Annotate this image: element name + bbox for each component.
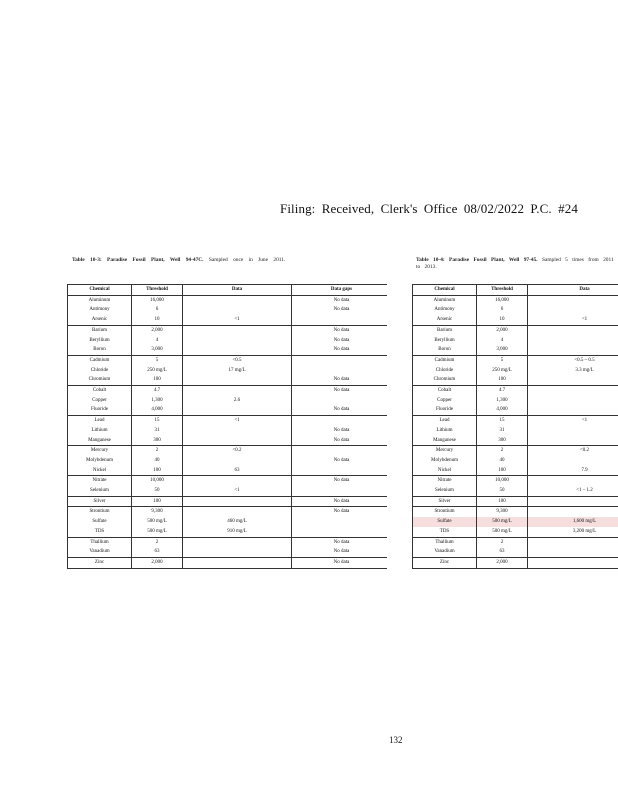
cell-chemical: Selenium (68, 486, 132, 496)
cell-data (183, 295, 292, 305)
header-chemical: Chemical (413, 285, 477, 296)
cell-data-gaps: No data (292, 345, 388, 355)
table-row (68, 537, 388, 547)
table-row (413, 366, 618, 376)
cell-threshold: 31 (132, 426, 183, 436)
cell-data: 910 mg/L (183, 527, 292, 537)
table-row (413, 426, 618, 436)
cell-data (183, 476, 292, 486)
cell-chemical: Silver (413, 496, 477, 507)
cell-threshold: 3,000 (477, 345, 528, 355)
cell-chemical: Nickel (413, 466, 477, 476)
table-row (68, 547, 388, 557)
cell-chemical: Cadmium (68, 355, 132, 365)
cell-data (183, 547, 292, 557)
cell-threshold: 4 (477, 336, 528, 346)
table-row (413, 345, 618, 355)
cell-threshold: 4,000 (477, 405, 528, 415)
cell-chemical: TDS (413, 527, 477, 537)
cell-chemical: Lead (413, 416, 477, 426)
cell-data: 63 (183, 466, 292, 476)
cell-chemical: Mercury (413, 446, 477, 456)
cell-data (528, 507, 618, 517)
cell-data-gaps: No data (292, 375, 388, 385)
cell-threshold: 100 (477, 375, 528, 385)
table-row (68, 405, 388, 415)
table-row (413, 476, 618, 486)
table-row (413, 386, 618, 396)
cell-threshold: 500 mg/L (132, 517, 183, 527)
cell-data: <1 (528, 315, 618, 325)
cell-chemical: Thallium (413, 537, 477, 547)
table-row (68, 456, 388, 466)
cell-data (528, 375, 618, 385)
cell-threshold: 63 (132, 547, 183, 557)
cell-data: 1,600 mg/L (528, 517, 618, 527)
cell-chemical: Antimony (413, 305, 477, 315)
table-row (68, 507, 388, 517)
cell-chemical: Chromium (68, 375, 132, 385)
table-row (68, 315, 388, 325)
table-row (68, 386, 388, 396)
table-row (68, 466, 388, 476)
cell-data (183, 557, 292, 568)
cell-data-gaps (292, 527, 388, 537)
cell-threshold: 250 mg/L (477, 366, 528, 376)
cell-threshold: 2 (477, 446, 528, 456)
cell-chemical: Lithium (68, 426, 132, 436)
cell-data-gaps: No data (292, 456, 388, 466)
cell-data (183, 336, 292, 346)
header-data: Data (183, 285, 292, 296)
cell-threshold: 100 (132, 466, 183, 476)
table-row (68, 355, 388, 365)
cell-data (528, 537, 618, 547)
cell-data-gaps: No data (292, 305, 388, 315)
table-row (413, 456, 618, 466)
cell-chemical: Chromium (413, 375, 477, 385)
cell-data: <1 (183, 486, 292, 496)
cell-threshold: 100 (477, 466, 528, 476)
cell-data-gaps (292, 517, 388, 527)
cell-data (528, 557, 618, 568)
cell-threshold: 2,000 (477, 325, 528, 335)
table-row (413, 305, 618, 315)
cell-chemical: Thallium (68, 537, 132, 547)
cell-chemical: Nickel (68, 466, 132, 476)
table-row (68, 496, 388, 507)
cell-data (183, 305, 292, 315)
cell-threshold: 100 (477, 496, 528, 507)
cell-data-gaps: No data (292, 295, 388, 305)
cell-data-gaps (292, 315, 388, 325)
cell-data-gaps: No data (292, 476, 388, 486)
cell-chemical: Copper (68, 396, 132, 406)
cell-threshold: 1,300 (132, 396, 183, 406)
cell-threshold: 300 (132, 436, 183, 446)
cell-data (183, 507, 292, 517)
table-row (68, 416, 388, 426)
cell-threshold: 500 mg/L (132, 527, 183, 537)
table-row (68, 446, 388, 456)
left-table-body (68, 295, 388, 568)
table-row (413, 466, 618, 476)
cell-threshold: 500 mg/L (477, 517, 528, 527)
cell-data (528, 547, 618, 557)
cell-data-gaps (292, 366, 388, 376)
table-row (413, 416, 618, 426)
cell-data (183, 456, 292, 466)
cell-data (183, 426, 292, 436)
cell-threshold: 10,000 (132, 476, 183, 486)
cell-data (528, 305, 618, 315)
cell-chemical: Boron (68, 345, 132, 355)
cell-data: <1 – 1.2 (528, 486, 618, 496)
table-row (413, 295, 618, 305)
cell-chemical: Beryllium (413, 336, 477, 346)
cell-threshold: 16,000 (132, 295, 183, 305)
cell-data: <0.5 (183, 355, 292, 365)
table-row (413, 396, 618, 406)
cell-data-gaps: No data (292, 405, 388, 415)
cell-threshold: 4 (132, 336, 183, 346)
cell-data-gaps (292, 396, 388, 406)
left-table-caption (72, 257, 392, 264)
right-table-header-row (413, 285, 618, 296)
cell-data: 17 mg/L (183, 366, 292, 376)
left-table-caption-title: Table 10-3: Paradise Fossil Plant, Well 94-47C. (72, 257, 204, 263)
table-row (68, 486, 388, 496)
cell-data: 3,200 mg/L (528, 527, 618, 537)
table-row (413, 547, 618, 557)
cell-chemical: Arsenic (68, 315, 132, 325)
cell-chemical: Molybdenum (68, 456, 132, 466)
table-row (68, 305, 388, 315)
cell-chemical: Lithium (413, 426, 477, 436)
table-row (413, 375, 618, 385)
cell-chemical: Boron (413, 345, 477, 355)
cell-data-gaps: No data (292, 386, 388, 396)
cell-threshold: 15 (132, 416, 183, 426)
cell-data (528, 426, 618, 436)
cell-chemical: Sulfate (68, 517, 132, 527)
cell-data: 3.3 mg/L (528, 366, 618, 376)
table-row (413, 325, 618, 335)
cell-data-gaps (292, 486, 388, 496)
cell-data: <0.2 (528, 446, 618, 456)
cell-chemical: Copper (413, 396, 477, 406)
cell-threshold: 2,000 (477, 557, 528, 568)
cell-chemical: Sulfate (413, 517, 477, 527)
cell-threshold: 100 (132, 375, 183, 385)
cell-chemical: Strontium (413, 507, 477, 517)
cell-data-gaps: No data (292, 537, 388, 547)
cell-threshold: 6 (477, 305, 528, 315)
cell-threshold: 9,300 (477, 507, 528, 517)
cell-data-gaps (292, 446, 388, 456)
cell-chemical: Antimony (68, 305, 132, 315)
cell-data-gaps: No data (292, 336, 388, 346)
table-row (68, 476, 388, 486)
table-row (68, 336, 388, 346)
cell-threshold: 2,000 (132, 557, 183, 568)
cell-threshold: 5 (477, 355, 528, 365)
table-row (413, 557, 618, 568)
cell-threshold: 10 (132, 315, 183, 325)
cell-chemical: TDS (68, 527, 132, 537)
cell-data: <0.5 – 0.5 (528, 355, 618, 365)
cell-chemical: Zinc (413, 557, 477, 568)
cell-data (528, 456, 618, 466)
header-threshold: Threshold (132, 285, 183, 296)
cell-chemical: Fluoride (413, 405, 477, 415)
left-table-caption-desc: Sampled once in June 2011. (203, 257, 286, 263)
cell-threshold: 31 (477, 426, 528, 436)
cell-data (183, 405, 292, 415)
cell-data (183, 537, 292, 547)
cell-chemical: Vanadium (413, 547, 477, 557)
cell-threshold: 100 (132, 496, 183, 507)
cell-data: <0.2 (183, 446, 292, 456)
cell-data (183, 386, 292, 396)
cell-chemical: Nitrate (68, 476, 132, 486)
cell-threshold: 9,300 (132, 507, 183, 517)
table-row (68, 527, 388, 537)
table-row (68, 557, 388, 568)
page-number: 132 (389, 735, 403, 745)
cell-threshold: 63 (477, 547, 528, 557)
table-row (413, 355, 618, 365)
cell-data: <1 (183, 315, 292, 325)
cell-chemical: Strontium (68, 507, 132, 517)
cell-data-gaps: No data (292, 557, 388, 568)
cell-chemical: Fluoride (68, 405, 132, 415)
cell-chemical: Chloride (413, 366, 477, 376)
cell-chemical: Barium (413, 325, 477, 335)
cell-data (183, 496, 292, 507)
cell-threshold: 500 mg/L (477, 527, 528, 537)
cell-chemical: Vanadium (68, 547, 132, 557)
cell-data (528, 476, 618, 486)
table-row (413, 496, 618, 507)
cell-chemical: Beryllium (68, 336, 132, 346)
header-data: Data (528, 285, 618, 296)
left-table-container (67, 284, 387, 569)
cell-threshold: 2,000 (132, 325, 183, 335)
cell-threshold: 40 (132, 456, 183, 466)
cell-threshold: 1,300 (477, 396, 528, 406)
cell-data-gaps: No data (292, 507, 388, 517)
right-table-container (412, 284, 618, 569)
cell-threshold: 50 (132, 486, 183, 496)
cell-data: <1 (528, 416, 618, 426)
right-table-caption-title: Table 10-4: Paradise Fossil Plant, Well 97-45. (416, 257, 538, 263)
left-table-header-row (68, 285, 388, 296)
cell-chemical: Manganese (68, 436, 132, 446)
cell-threshold: 10,000 (477, 476, 528, 486)
table-row (68, 345, 388, 355)
cell-chemical: Arsenic (413, 315, 477, 325)
cell-chemical: Molybdenum (413, 456, 477, 466)
cell-data-gaps (292, 355, 388, 365)
cell-threshold: 50 (477, 486, 528, 496)
cell-threshold: 16,000 (477, 295, 528, 305)
cell-data (183, 345, 292, 355)
table-row (413, 315, 618, 325)
cell-data (528, 345, 618, 355)
cell-data (183, 375, 292, 385)
header-threshold: Threshold (477, 285, 528, 296)
cell-data-gaps: No data (292, 426, 388, 436)
table-row (68, 517, 388, 527)
table-row (413, 486, 618, 496)
cell-threshold: 2 (132, 537, 183, 547)
cell-chemical: Aluminum (413, 295, 477, 305)
filing-header: Filing: Received, Clerk's Office 08/02/2022 P.C. #24 (280, 201, 578, 216)
table-row (413, 507, 618, 517)
cell-data-gaps (292, 466, 388, 476)
cell-chemical: Aluminum (68, 295, 132, 305)
cell-data-gaps: No data (292, 547, 388, 557)
cell-data (528, 295, 618, 305)
cell-data (183, 325, 292, 335)
cell-chemical: Silver (68, 496, 132, 507)
cell-chemical: Nitrate (413, 476, 477, 486)
cell-threshold: 4,000 (132, 405, 183, 415)
table-row (413, 517, 618, 527)
table-row (413, 537, 618, 547)
cell-threshold: 300 (477, 436, 528, 446)
cell-chemical: Chloride (68, 366, 132, 376)
right-table-caption-desc: Sampled 5 times from 2011 to 2013. (416, 257, 614, 270)
cell-threshold: 15 (477, 416, 528, 426)
cell-threshold: 10 (477, 315, 528, 325)
cell-data (528, 396, 618, 406)
table-row (68, 396, 388, 406)
cell-data-gaps: No data (292, 436, 388, 446)
cell-chemical: Selenium (413, 486, 477, 496)
right-table-body (413, 295, 618, 568)
cell-chemical: Lead (68, 416, 132, 426)
cell-data (528, 386, 618, 396)
cell-data (528, 436, 618, 446)
table-row (68, 426, 388, 436)
header-data-gaps: Data gaps (292, 285, 388, 296)
table-row (413, 436, 618, 446)
right-table-caption (416, 257, 618, 271)
table-row (413, 446, 618, 456)
table-row (68, 436, 388, 446)
cell-data (183, 436, 292, 446)
cell-data: <1 (183, 416, 292, 426)
cell-data (528, 325, 618, 335)
cell-chemical: Cobalt (68, 386, 132, 396)
table-row (413, 527, 618, 537)
cell-threshold: 2 (132, 446, 183, 456)
cell-threshold: 2 (477, 537, 528, 547)
cell-chemical: Zinc (68, 557, 132, 568)
cell-data (528, 336, 618, 346)
table-row (68, 325, 388, 335)
cell-threshold: 5 (132, 355, 183, 365)
cell-chemical: Cadmium (413, 355, 477, 365)
cell-data: 7.9 (528, 466, 618, 476)
cell-threshold: 40 (477, 456, 528, 466)
cell-threshold: 250 mg/L (132, 366, 183, 376)
table-row (68, 375, 388, 385)
cell-chemical: Mercury (68, 446, 132, 456)
cell-data-gaps: No data (292, 325, 388, 335)
table-row (68, 366, 388, 376)
table-row (68, 295, 388, 305)
left-data-table (67, 284, 387, 569)
right-data-table (412, 284, 618, 569)
cell-threshold: 6 (132, 305, 183, 315)
cell-threshold: 3,000 (132, 345, 183, 355)
cell-chemical: Cobalt (413, 386, 477, 396)
table-row (413, 405, 618, 415)
cell-chemical: Barium (68, 325, 132, 335)
cell-data-gaps (292, 416, 388, 426)
header-chemical: Chemical (68, 285, 132, 296)
table-row (413, 336, 618, 346)
cell-data-gaps: No data (292, 496, 388, 507)
cell-data (528, 496, 618, 507)
cell-data: 460 mg/L (183, 517, 292, 527)
cell-threshold: 4.7 (477, 386, 528, 396)
cell-threshold: 4.7 (132, 386, 183, 396)
cell-data: 2.6 (183, 396, 292, 406)
cell-chemical: Manganese (413, 436, 477, 446)
cell-data (528, 405, 618, 415)
